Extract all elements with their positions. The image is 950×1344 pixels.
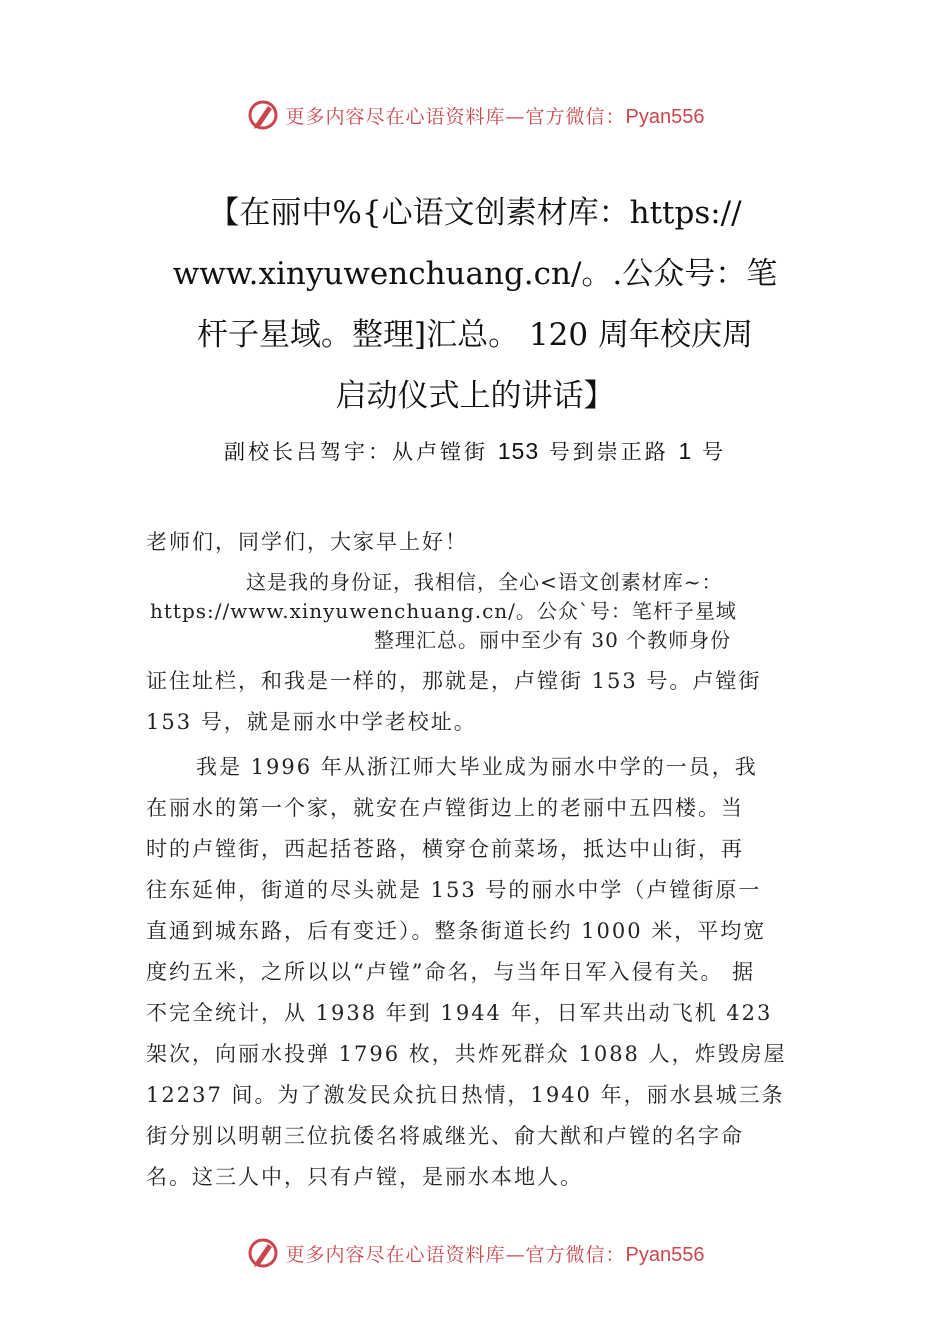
text-line: 证住址栏，和我是一样的，那就是，卢镗街 153 号。卢镗街 [146,669,762,693]
text-line: 不完全统计，从 1938 年到 1944 年，日军共出动飞机 423 [146,1001,773,1025]
title-line: 启动仪式上的讲话】 [335,378,615,414]
text-line: 直通到城东路，后有变迁）。整条街道长约 1000 米，平均宽 [146,919,767,943]
text-line: 整理汇总。丽中至少有 30 个教师身份 [374,628,732,652]
paragraph-2 [146,747,822,1198]
text-line: 时的卢镗街，西起括苍路，横穿仓前菜场，抵达中山街，再 [146,837,744,861]
paragraph-1 [146,661,822,743]
title-line: 杆子星域。整理]汇总。 120 周年校庆周 [197,317,753,353]
greeting: 老师们，同学们，大家早上好！ [146,530,468,554]
title-line: www.xinyuwenchuang.cn/。.公众号：笔 [172,256,778,292]
banner-text: 更多内容尽在心语资料库—官方微信：Pyan556 [285,1243,705,1266]
text-line: 153 号，就是丽水中学老校址。 [146,710,477,734]
text-line: 这是我的身份证，我相信，全心<语文创素材库~： [246,570,723,594]
footer-banner [0,1233,950,1273]
document-subtitle: 副校长吕驾宇：从卢镗街 153 号到崇正路 1 号 [224,438,726,464]
title-line: 【在丽中%{心语文创素材库：https:// [208,195,742,231]
text-line: 街分别以明朝三位抗倭名将戚继光、俞大猷和卢镗的名字命 [146,1124,744,1148]
banner-text: 更多内容尽在心语资料库—官方微信：Pyan556 [285,105,705,128]
text-line: 度约五米，之所以以“卢镗”命名，与当年日军入侵有关。 据 [146,960,756,984]
document-title [120,183,830,427]
pen-logo-icon [246,98,280,132]
inserted-text-block [150,568,810,655]
text-line: 往东延伸，街道的尽头就是 153 号的丽水中学（卢镗街原一 [146,878,762,902]
header-banner [0,95,950,135]
text-line: 架次，向丽水投弹 1796 枚，共炸死群众 1088 人，炸毁房屋 [146,1042,787,1066]
text-line: https://www.xinyuwenchuang.cn/。公众`号：笔杆子星域 [150,599,737,623]
text-line: 12237 间。为了激发民众抗日热情，1940 年，丽水县城三条 [146,1083,785,1107]
text-line: 在丽水的第一个家，就安在卢镗街边上的老丽中五四楼。当 [146,796,744,820]
pen-logo-icon [246,1236,280,1270]
text-line: 我是 1996 年从浙江师大毕业成为丽水中学的一员，我 [196,755,758,779]
text-line: 名。这三人中，只有卢镗，是丽水本地人。 [146,1165,583,1189]
